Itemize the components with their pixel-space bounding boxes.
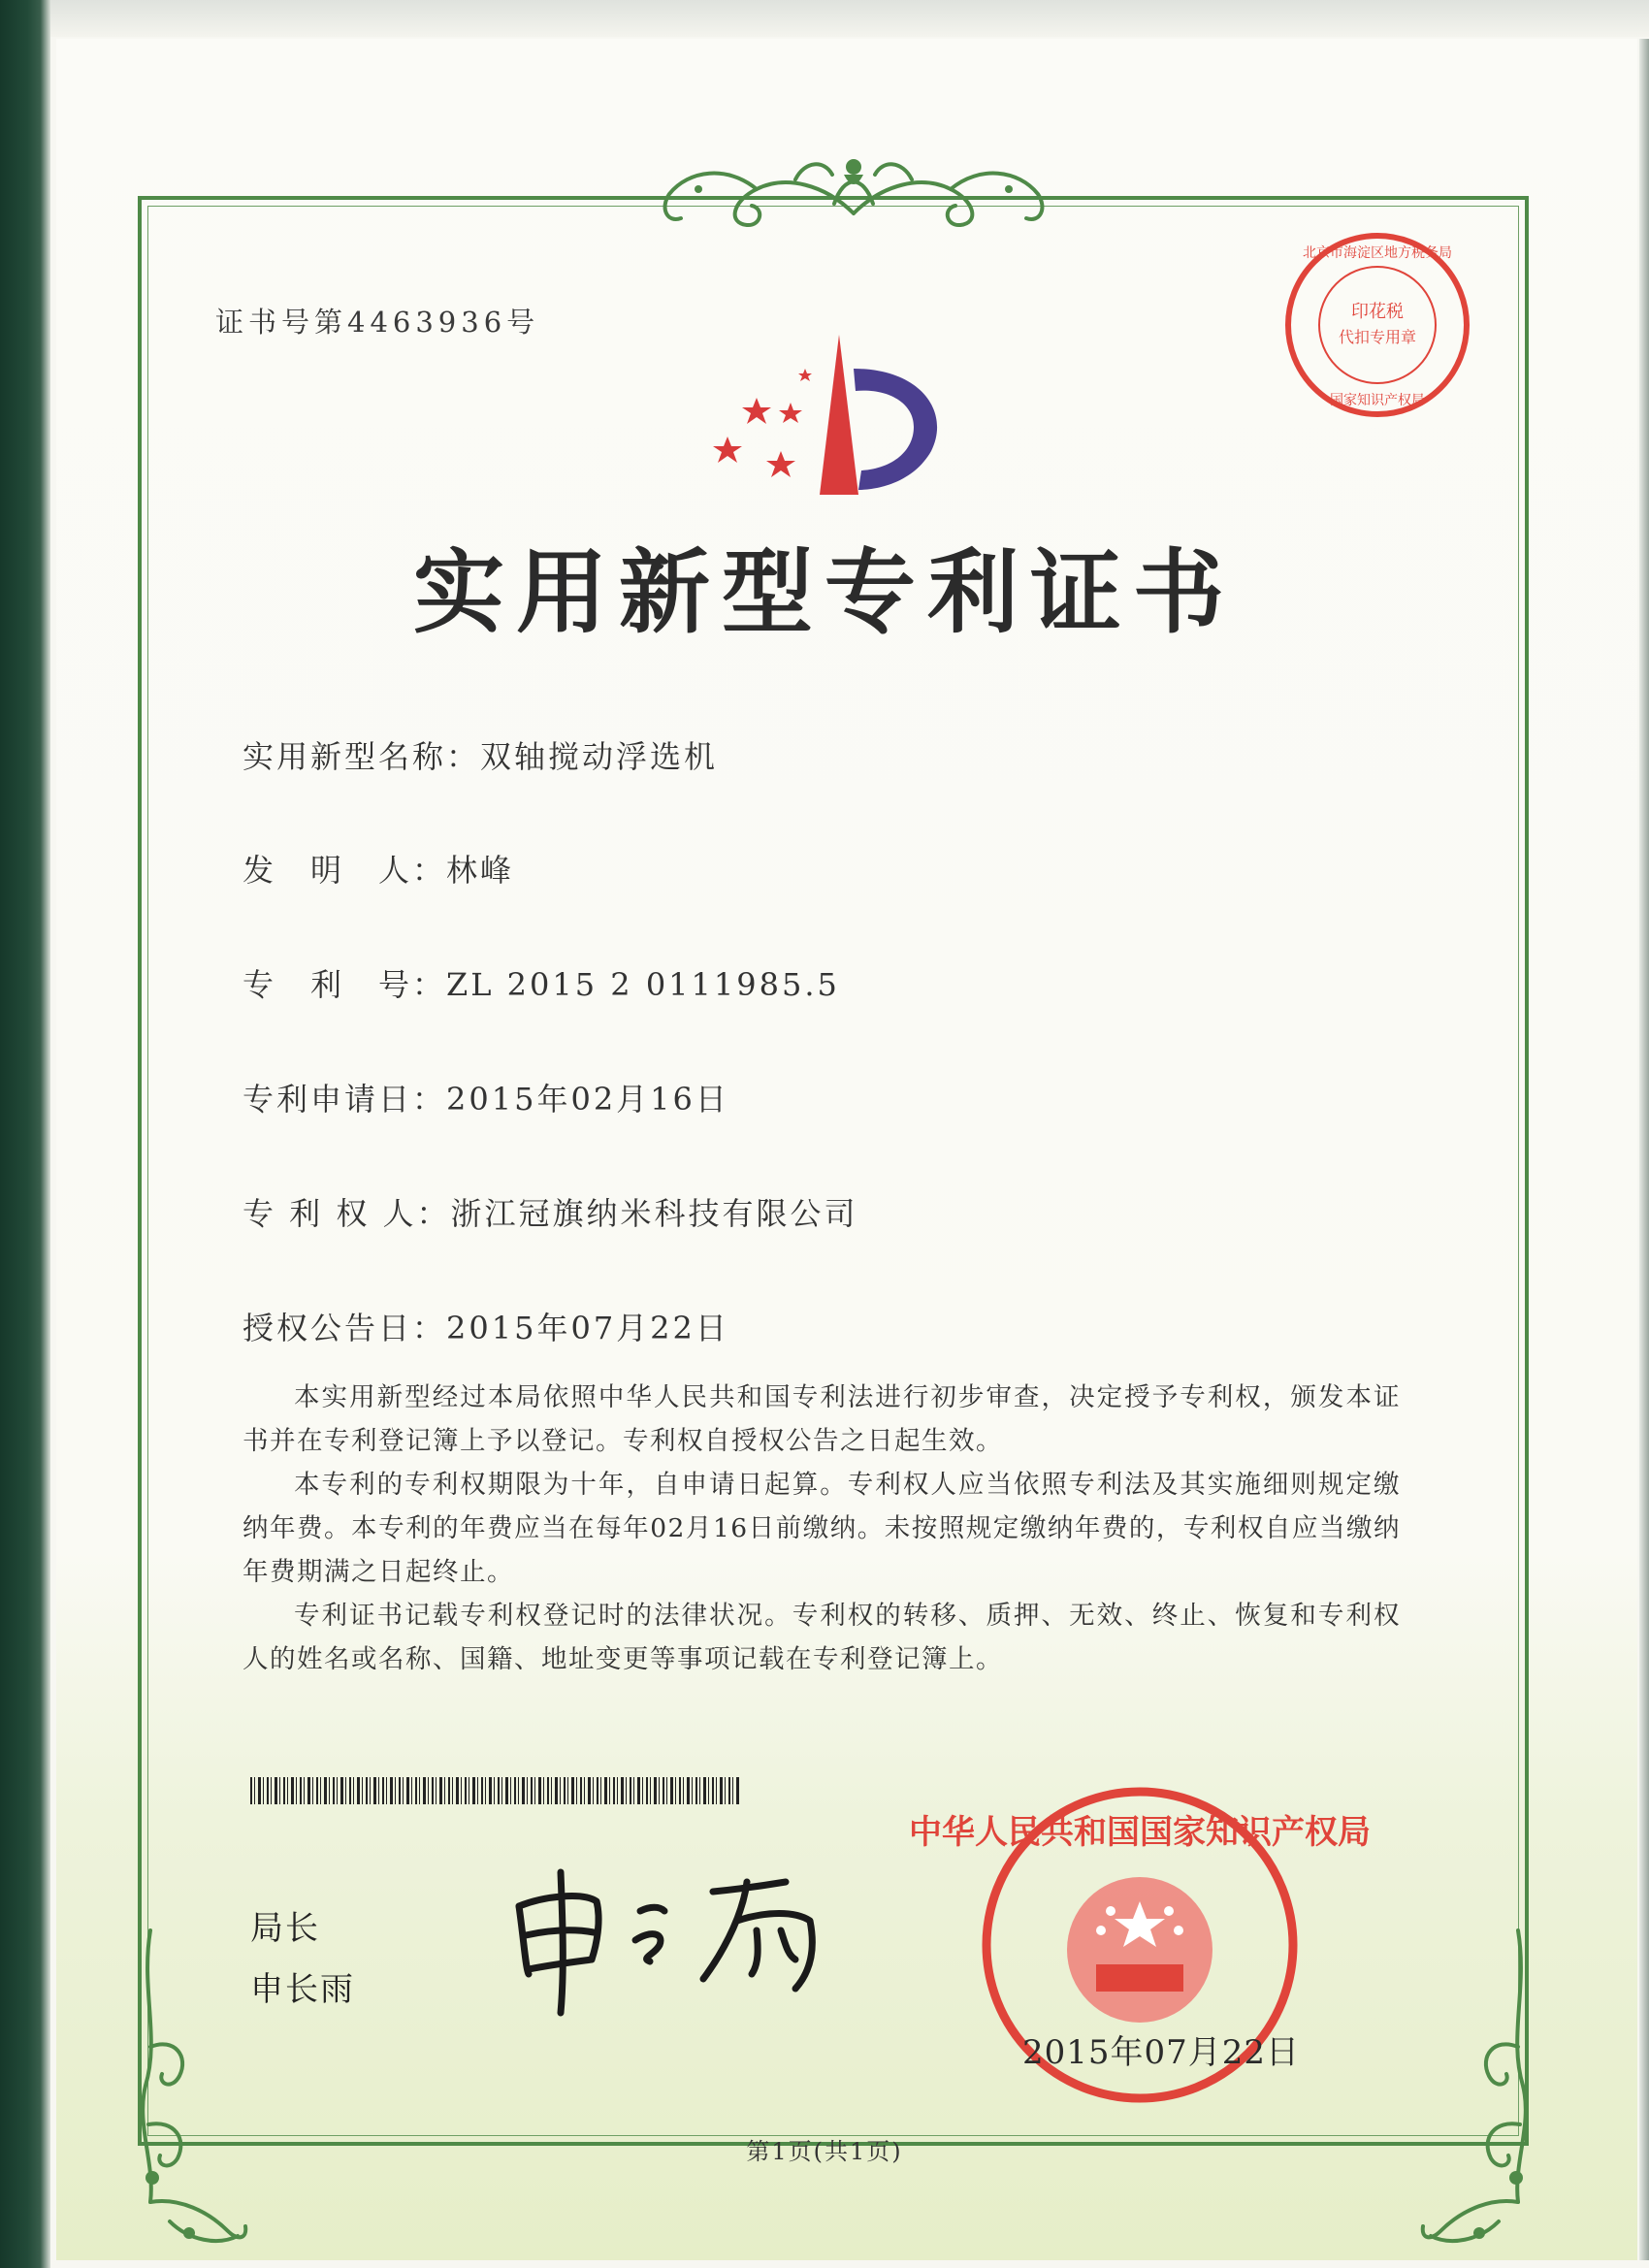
top-ornament-icon bbox=[640, 146, 1067, 238]
certificate-title: 实用新型专利证书 bbox=[412, 539, 1236, 646]
director-title: 局长 bbox=[250, 1909, 320, 1948]
field-value: 浙江冠旗纳米科技有限公司 bbox=[450, 1195, 858, 1232]
page-number: 第1页(共1页) bbox=[746, 2138, 903, 2165]
field-application-date bbox=[242, 1075, 729, 1119]
field-label: 专 利 号： bbox=[242, 966, 447, 1003]
book-spine bbox=[0, 0, 50, 2268]
field-label: 发 明 人： bbox=[242, 852, 447, 889]
field-grant-date bbox=[242, 1304, 729, 1348]
field-label: 专 利 权 人： bbox=[242, 1195, 451, 1232]
field-value: 林峰 bbox=[446, 852, 515, 889]
director-signature-icon bbox=[504, 1853, 854, 2018]
bottom-left-ornament-icon bbox=[131, 1930, 257, 2251]
svg-text:中华人民共和国国家知识产权局: 中华人民共和国国家知识产权局 bbox=[909, 1813, 1371, 1852]
field-utility-model-name bbox=[242, 732, 718, 777]
page-top-edge bbox=[50, 0, 1649, 37]
field-patentee bbox=[242, 1189, 858, 1234]
svg-text:印花税: 印花税 bbox=[1351, 302, 1404, 322]
field-inventor bbox=[242, 846, 514, 891]
field-value: 2015年07月22日 bbox=[446, 1310, 729, 1346]
svg-text:代扣专用章: 代扣专用章 bbox=[1338, 328, 1417, 346]
field-label: 实用新型名称： bbox=[242, 738, 481, 775]
certificate-number: 证书号第4463936号 bbox=[215, 306, 540, 339]
field-label: 授权公告日： bbox=[242, 1310, 447, 1346]
patent-office-logo-icon bbox=[698, 335, 951, 504]
svg-text:北京市海淀区地方税务局: 北京市海淀区地方税务局 bbox=[1303, 245, 1452, 261]
field-patent-number bbox=[242, 960, 840, 1005]
body-paragraph: 本实用新型经过本局依照中华人民共和国专利法进行初步审查，决定授予专利权，颁发本证书并在专利登记簿上予以登记。专利权自授权公告之日起生效。 bbox=[242, 1382, 1401, 1456]
body-paragraph: 专利证书记载专利权登记时的法律状况。专利权的转移、质押、无效、终止、恢复和专利权人的姓名或名称、国籍、地址变更等事项记载在专利登记簿上。 bbox=[242, 1601, 1401, 1674]
barcode bbox=[250, 1777, 741, 1804]
bottom-right-ornament-icon bbox=[1411, 1930, 1537, 2251]
seal-date: 2015年07月22日 bbox=[1022, 2033, 1301, 2072]
page-right-edge bbox=[1639, 39, 1649, 2260]
field-value: 2015年02月16日 bbox=[446, 1081, 729, 1118]
tax-stamp-icon bbox=[1280, 228, 1474, 422]
svg-text:国家知识产权局: 国家知识产权局 bbox=[1330, 393, 1425, 408]
field-value: ZL 2015 2 0111985.5 bbox=[446, 966, 840, 1003]
certificate-body bbox=[242, 1376, 1401, 1681]
director-name: 申长雨 bbox=[250, 1970, 355, 2009]
field-label: 专利申请日： bbox=[242, 1081, 447, 1118]
field-value: 双轴搅动浮选机 bbox=[480, 738, 719, 775]
body-paragraph: 本专利的专利权期限为十年，自申请日起算。专利权人应当依照专利法及其实施细则规定缴纳年费。本专利的年费应当在每年02月16日前缴纳。未按照规定缴纳年费的，专利权自应当缴纳年费期满之日起终止。 bbox=[242, 1470, 1401, 1587]
